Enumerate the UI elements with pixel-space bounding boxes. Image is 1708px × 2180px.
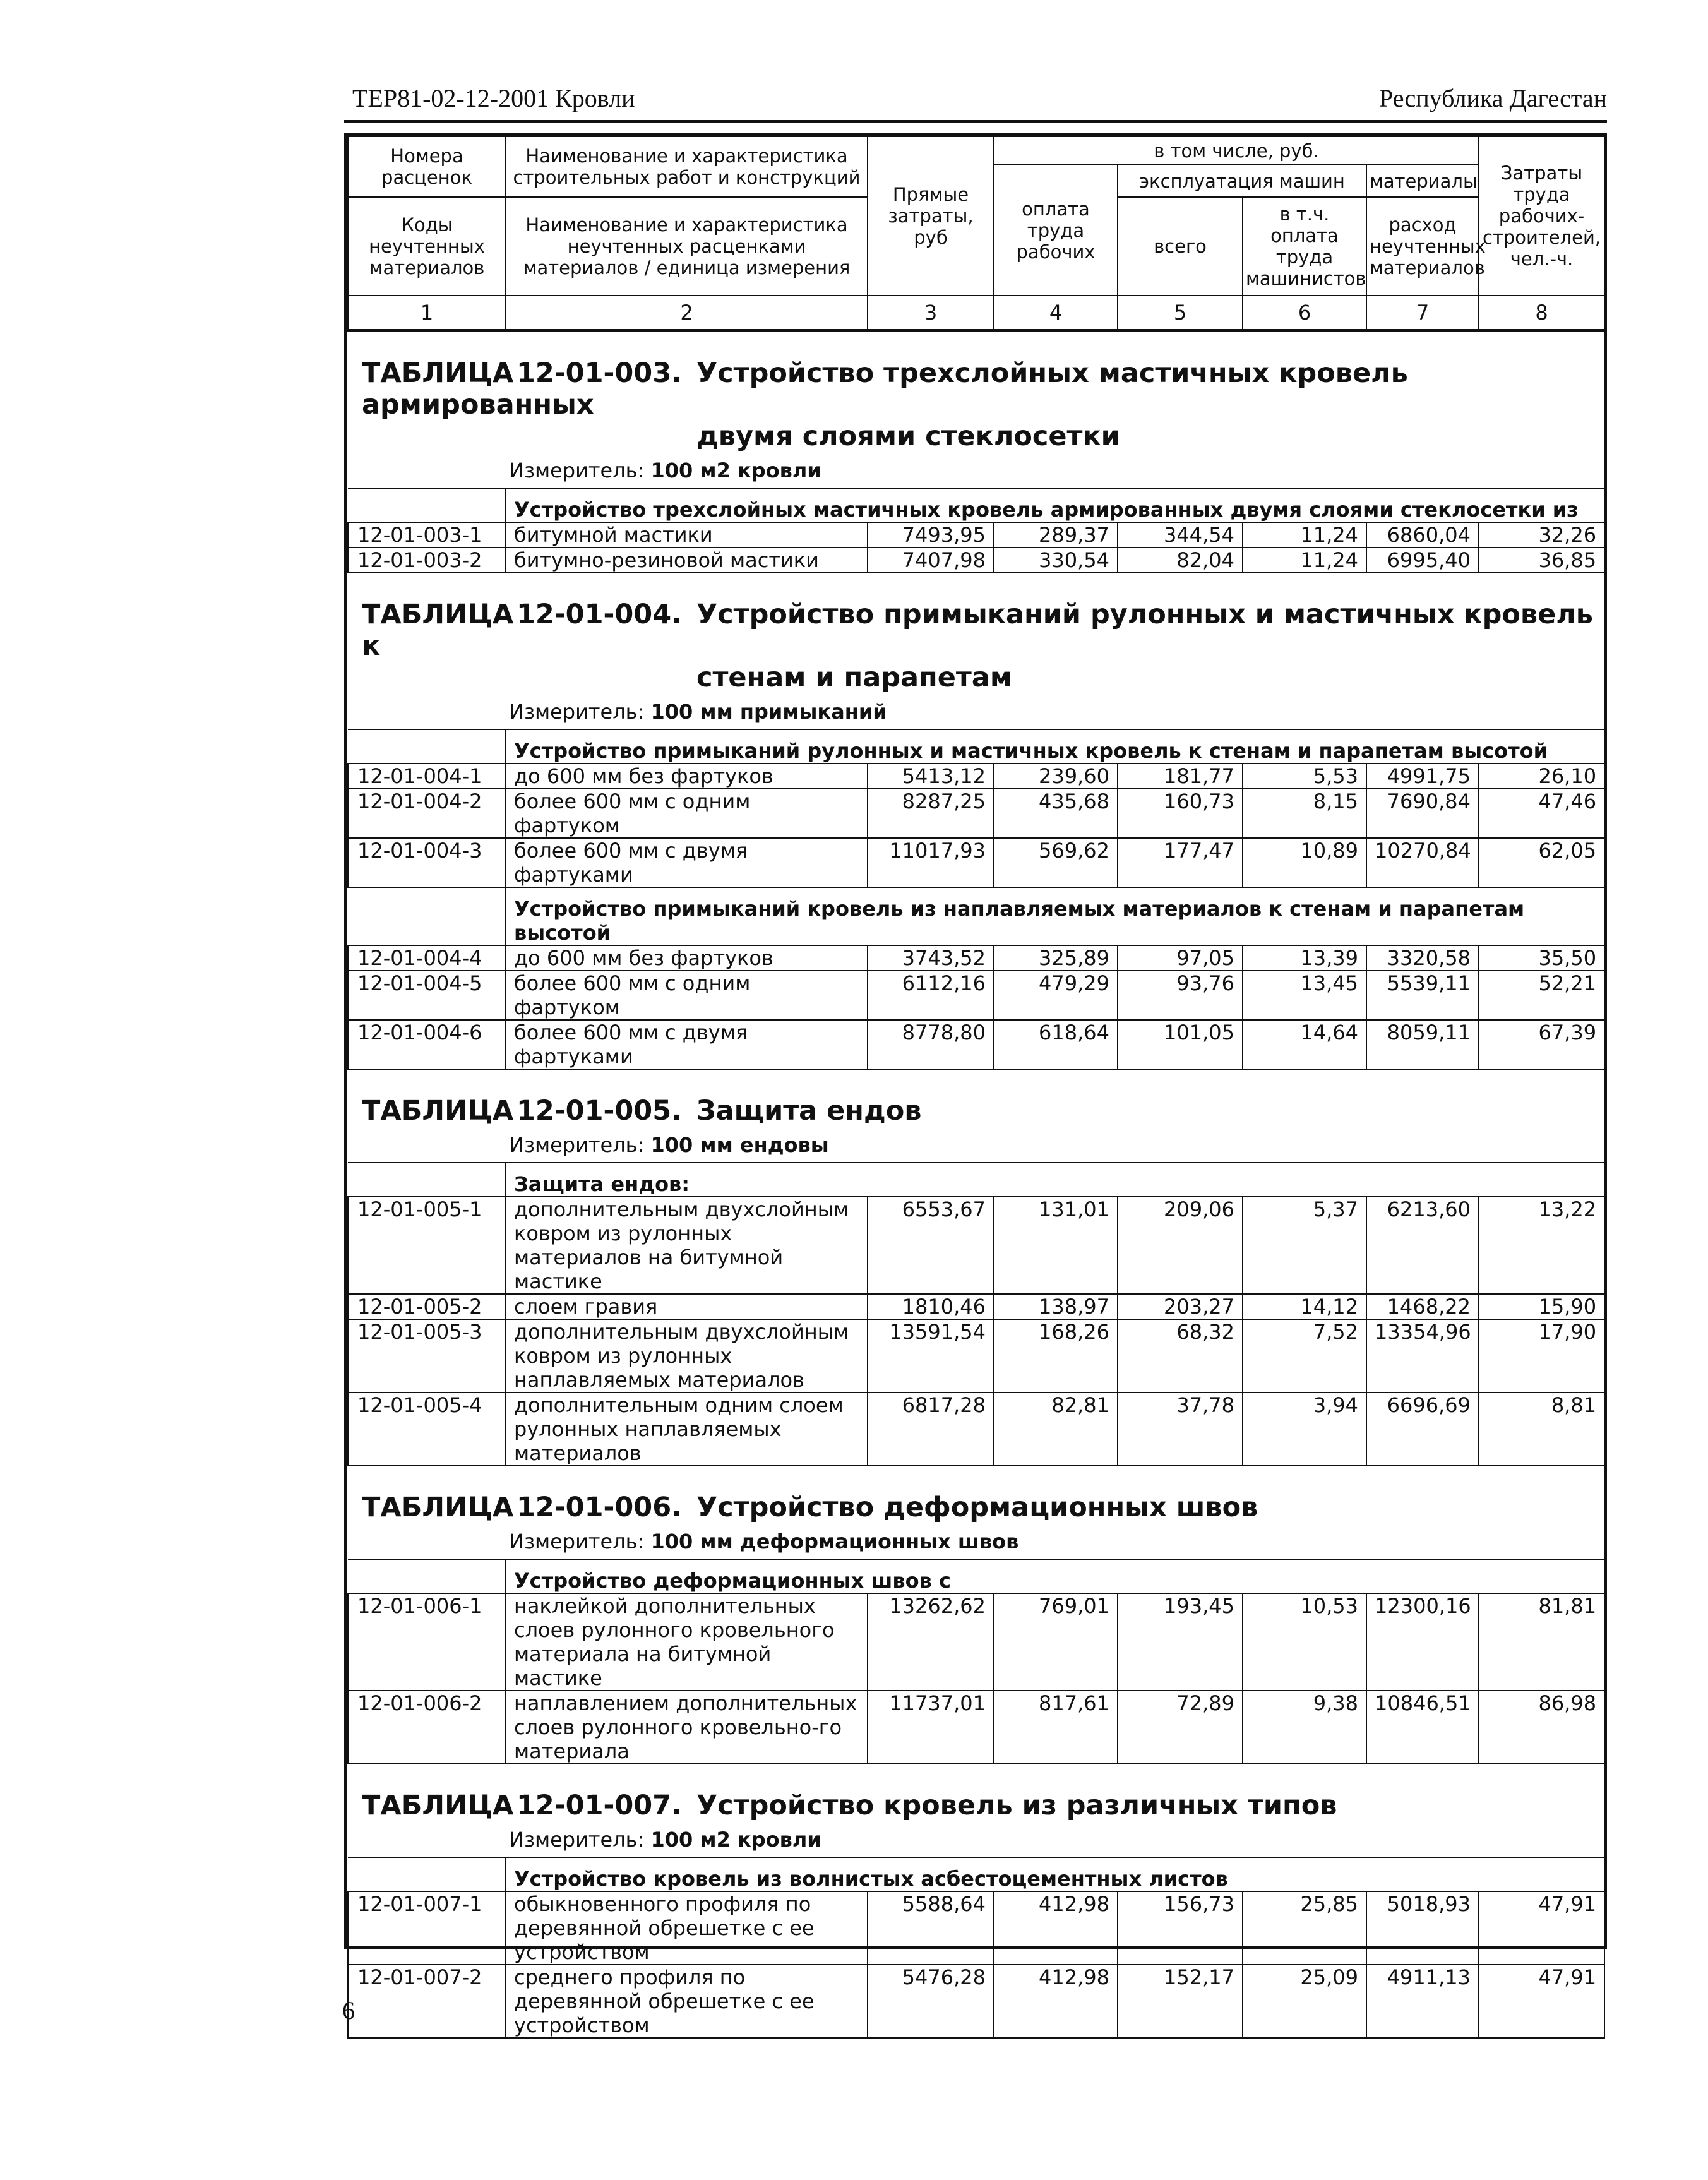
group-title-row <box>348 887 1604 945</box>
wages-cell: 131,01 <box>994 1197 1118 1294</box>
table-code: 12-01-007. <box>517 1790 682 1821</box>
col-header-materials: материалы <box>1366 165 1479 197</box>
operator-wages-cell: 13,45 <box>1243 971 1366 1020</box>
materials-cell: 5018,93 <box>1366 1891 1479 1965</box>
labor-hours-cell: 36,85 <box>1479 548 1604 573</box>
col-header-material-name: Наименование и характеристика неучтенных расценками материалов / единица измерения <box>506 197 868 296</box>
table-title-continued: двумя слоями стеклосетки <box>696 421 1120 452</box>
col-number: 4 <box>994 296 1118 331</box>
table-section-title-row <box>348 1069 1604 1127</box>
rate-code-cell: 12-01-004-4 <box>348 945 506 971</box>
work-name-cell: среднего профиля по деревянной обрешетке с ее устройством <box>506 1965 868 2038</box>
rate-code-cell: 12-01-004-2 <box>348 789 506 838</box>
col-header-operator-wages: в т.ч. оплата труда машинистов <box>1243 197 1366 296</box>
table-title: Устройство деформационных швов <box>696 1492 1258 1523</box>
operator-wages-cell: 10,53 <box>1243 1593 1366 1691</box>
table-title: Защита ендов <box>696 1095 922 1127</box>
unit-label: Измеритель: <box>509 1133 645 1157</box>
materials-cell: 10846,51 <box>1366 1691 1479 1764</box>
table-unit <box>348 1523 1604 1559</box>
col-number: 8 <box>1479 296 1604 331</box>
table-row <box>348 1294 1604 1319</box>
operator-wages-cell: 5,37 <box>1243 1197 1366 1294</box>
direct-costs-cell: 7407,98 <box>868 548 994 573</box>
col-header-labor-hours: Затраты труда рабочих-строителей, чел.-ч. <box>1479 136 1604 296</box>
table-section-title-row <box>348 1466 1604 1523</box>
wages-cell: 289,37 <box>994 522 1118 548</box>
document-header-title: ТЕР81-02-12-2001 Кровли <box>352 84 635 112</box>
wages-cell: 769,01 <box>994 1593 1118 1691</box>
direct-costs-cell: 8778,80 <box>868 1020 994 1069</box>
labor-hours-cell: 47,46 <box>1479 789 1604 838</box>
rate-code-cell: 12-01-004-3 <box>348 838 506 887</box>
table-title: Устройство кровель из различных типов <box>696 1790 1337 1821</box>
rate-code-cell: 12-01-005-1 <box>348 1197 506 1294</box>
wages-cell: 325,89 <box>994 945 1118 971</box>
table-label: ТАБЛИЦА <box>362 1790 514 1821</box>
col-header-material-codes: Коды неучтенных материалов <box>348 197 506 296</box>
table-unit <box>348 693 1604 729</box>
unit-value: 100 м2 кровли <box>650 458 821 482</box>
col-header-work-name: Наименование и характеристика строительных работ и конструкций <box>506 136 868 197</box>
table-unit-row <box>348 1127 1604 1163</box>
materials-cell: 4991,75 <box>1366 764 1479 789</box>
operator-wages-cell: 13,39 <box>1243 945 1366 971</box>
table-section-title-row <box>348 1764 1604 1821</box>
labor-hours-cell: 47,91 <box>1479 1965 1604 2038</box>
work-name-cell: наплавлением дополнительных слоев рулонного кровельно-го материала <box>506 1691 868 1764</box>
page-number: 6 <box>342 1996 355 2025</box>
direct-costs-cell: 5476,28 <box>868 1965 994 2038</box>
rate-code-cell: 12-01-004-5 <box>348 971 506 1020</box>
rate-code-cell: 12-01-006-2 <box>348 1691 506 1764</box>
unit-label: Измеритель: <box>509 1530 645 1554</box>
table-unit <box>348 1127 1604 1163</box>
work-name-cell: наклейкой дополнительных слоев рулонного кровельного материала на битумной мастике <box>506 1593 868 1691</box>
document-header-region: Республика Дагестан <box>1379 84 1607 112</box>
table-code: 12-01-006. <box>517 1492 682 1523</box>
group-title: Устройство кровель из волнистых асбестоцементных листов <box>506 1857 1604 1891</box>
group-spacer <box>348 729 506 764</box>
table-label: ТАБЛИЦА <box>362 1095 514 1127</box>
table-section-title <box>348 573 1604 693</box>
wages-cell: 435,68 <box>994 789 1118 838</box>
table-row <box>348 971 1604 1020</box>
table-row <box>348 1319 1604 1392</box>
column-header-table <box>347 136 1605 332</box>
table-title-continued: стенам и парапетам <box>696 662 1013 693</box>
labor-hours-cell: 26,10 <box>1479 764 1604 789</box>
table-code: 12-01-003. <box>517 357 682 389</box>
table-unit <box>348 452 1604 488</box>
table-row <box>348 1197 1604 1294</box>
group-title: Устройство примыканий рулонных и мастичных кровель к стенам и парапетам высотой <box>506 729 1604 764</box>
materials-cell: 4911,13 <box>1366 1965 1479 2038</box>
labor-hours-cell: 86,98 <box>1479 1691 1604 1764</box>
col-number: 1 <box>348 296 506 331</box>
table-section-title <box>348 1764 1604 1821</box>
unit-label: Измеритель: <box>509 1828 645 1852</box>
materials-cell: 12300,16 <box>1366 1593 1479 1691</box>
work-name-cell: до 600 мм без фартуков <box>506 764 868 789</box>
direct-costs-cell: 8287,25 <box>868 789 994 838</box>
operator-wages-cell: 10,89 <box>1243 838 1366 887</box>
rate-code-cell: 12-01-004-1 <box>348 764 506 789</box>
group-title-row <box>348 1559 1604 1593</box>
operator-wages-cell: 3,94 <box>1243 1392 1366 1466</box>
table-unit-row <box>348 1523 1604 1559</box>
table-row <box>348 1691 1604 1764</box>
operator-wages-cell: 14,64 <box>1243 1020 1366 1069</box>
wages-cell: 569,62 <box>994 838 1118 887</box>
rate-code-cell: 12-01-007-1 <box>348 1891 506 1965</box>
unit-label: Измеритель: <box>509 458 645 482</box>
machines-total-cell: 68,32 <box>1118 1319 1243 1392</box>
table-section-title <box>348 1466 1604 1523</box>
table-title: Устройство примыканий рулонных и мастичных кровель к <box>362 599 1593 662</box>
direct-costs-cell: 7493,95 <box>868 522 994 548</box>
direct-costs-cell: 1810,46 <box>868 1294 994 1319</box>
machines-total-cell: 160,73 <box>1118 789 1243 838</box>
direct-costs-cell: 6817,28 <box>868 1392 994 1466</box>
work-name-cell: обыкновенного профиля по деревянной обрешетке с ее устройством <box>506 1891 868 1965</box>
wages-cell: 412,98 <box>994 1965 1118 2038</box>
work-name-cell: дополнительным одним слоем рулонных наплавляемых материалов <box>506 1392 868 1466</box>
operator-wages-cell: 11,24 <box>1243 548 1366 573</box>
direct-costs-cell: 5413,12 <box>868 764 994 789</box>
direct-costs-cell: 11017,93 <box>868 838 994 887</box>
direct-costs-cell: 5588,64 <box>868 1891 994 1965</box>
table-label: ТАБЛИЦА <box>362 357 514 389</box>
table-code: 12-01-004. <box>517 599 682 630</box>
operator-wages-cell: 5,53 <box>1243 764 1366 789</box>
work-name-cell: более 600 мм с двумя фартуками <box>506 838 868 887</box>
group-spacer <box>348 488 506 522</box>
col-header-machines-total: всего <box>1118 197 1243 296</box>
table-row <box>348 1891 1604 1965</box>
wages-cell: 138,97 <box>994 1294 1118 1319</box>
rate-code-cell: 12-01-003-2 <box>348 548 506 573</box>
work-name-cell: до 600 мм без фартуков <box>506 945 868 971</box>
materials-cell: 6860,04 <box>1366 522 1479 548</box>
unit-value: 100 мм деформационных швов <box>650 1530 1019 1554</box>
table-row <box>348 838 1604 887</box>
table-section-title-row <box>348 573 1604 693</box>
labor-hours-cell: 13,22 <box>1479 1197 1604 1294</box>
operator-wages-cell: 25,09 <box>1243 1965 1366 2038</box>
table-row <box>348 522 1604 548</box>
materials-cell: 10270,84 <box>1366 838 1479 887</box>
labor-hours-cell: 47,91 <box>1479 1891 1604 1965</box>
machines-total-cell: 209,06 <box>1118 1197 1243 1294</box>
group-title: Устройство примыканий кровель из наплавляемых материалов к стенам и парапетам высотой <box>506 887 1604 945</box>
wages-cell: 82,81 <box>994 1392 1118 1466</box>
unit-value: 100 мм ендовы <box>650 1133 829 1157</box>
group-title: Защита ендов: <box>506 1163 1604 1197</box>
materials-cell: 13354,96 <box>1366 1319 1479 1392</box>
machines-total-cell: 344,54 <box>1118 522 1243 548</box>
group-spacer <box>348 1163 506 1197</box>
work-name-cell: битумной мастики <box>506 522 868 548</box>
direct-costs-cell: 3743,52 <box>868 945 994 971</box>
machines-total-cell: 97,05 <box>1118 945 1243 971</box>
col-header-including: в том числе, руб. <box>994 136 1479 165</box>
work-name-cell: более 600 мм с двумя фартуками <box>506 1020 868 1069</box>
wages-cell: 168,26 <box>994 1319 1118 1392</box>
machines-total-cell: 203,27 <box>1118 1294 1243 1319</box>
work-name-cell: дополнительным двухслойным ковром из рулонных наплавляемых материалов <box>506 1319 868 1392</box>
operator-wages-cell: 14,12 <box>1243 1294 1366 1319</box>
work-name-cell: дополнительным двухслойным ковром из рулонных материалов на битумной мастике <box>506 1197 868 1294</box>
col-number: 7 <box>1366 296 1479 331</box>
table-code: 12-01-005. <box>517 1095 682 1127</box>
wages-cell: 412,98 <box>994 1891 1118 1965</box>
col-number: 5 <box>1118 296 1243 331</box>
labor-hours-cell: 32,26 <box>1479 522 1604 548</box>
rate-code-cell: 12-01-007-2 <box>348 1965 506 2038</box>
work-name-cell: битумно-резиновой мастики <box>506 548 868 573</box>
labor-hours-cell: 15,90 <box>1479 1294 1604 1319</box>
table-row <box>348 1020 1604 1069</box>
group-title-row <box>348 1857 1604 1891</box>
col-header-codes: Номера расценок <box>348 136 506 197</box>
table-section-title-row <box>348 332 1604 452</box>
table-unit-row <box>348 693 1604 729</box>
table-section-title <box>348 1069 1604 1127</box>
operator-wages-cell: 25,85 <box>1243 1891 1366 1965</box>
machines-total-cell: 152,17 <box>1118 1965 1243 2038</box>
col-number: 6 <box>1243 296 1366 331</box>
direct-costs-cell: 6553,67 <box>868 1197 994 1294</box>
table-row <box>348 1392 1604 1466</box>
table-row <box>348 945 1604 971</box>
group-title-row <box>348 1163 1604 1197</box>
direct-costs-cell: 6112,16 <box>868 971 994 1020</box>
labor-hours-cell: 52,21 <box>1479 971 1604 1020</box>
wages-cell: 239,60 <box>994 764 1118 789</box>
price-body-table <box>347 332 1605 2039</box>
col-header-machines: эксплуатация машин <box>1118 165 1366 197</box>
table-row <box>348 789 1604 838</box>
work-name-cell: более 600 мм с одним фартуком <box>506 971 868 1020</box>
col-header-material-usage: расход неучтенных материалов <box>1366 197 1479 296</box>
rate-code-cell: 12-01-006-1 <box>348 1593 506 1691</box>
unit-value: 100 м2 кровли <box>650 1828 821 1852</box>
machines-total-cell: 93,76 <box>1118 971 1243 1020</box>
materials-cell: 1468,22 <box>1366 1294 1479 1319</box>
labor-hours-cell: 35,50 <box>1479 945 1604 971</box>
direct-costs-cell: 13591,54 <box>868 1319 994 1392</box>
group-spacer <box>348 1559 506 1593</box>
labor-hours-cell: 67,39 <box>1479 1020 1604 1069</box>
labor-hours-cell: 81,81 <box>1479 1593 1604 1691</box>
machines-total-cell: 37,78 <box>1118 1392 1243 1466</box>
group-title-row <box>348 488 1604 522</box>
group-spacer <box>348 1857 506 1891</box>
machines-total-cell: 177,47 <box>1118 838 1243 887</box>
wages-cell: 817,61 <box>994 1691 1118 1764</box>
unit-value: 100 мм примыканий <box>650 700 887 724</box>
machines-total-cell: 101,05 <box>1118 1020 1243 1069</box>
machines-total-cell: 193,45 <box>1118 1593 1243 1691</box>
machines-total-cell: 72,89 <box>1118 1691 1243 1764</box>
direct-costs-cell: 11737,01 <box>868 1691 994 1764</box>
materials-cell: 6696,69 <box>1366 1392 1479 1466</box>
col-number: 2 <box>506 296 868 331</box>
materials-cell: 5539,11 <box>1366 971 1479 1020</box>
table-unit <box>348 1821 1604 1857</box>
labor-hours-cell: 17,90 <box>1479 1319 1604 1392</box>
rate-code-cell: 12-01-004-6 <box>348 1020 506 1069</box>
wages-cell: 330,54 <box>994 548 1118 573</box>
header-rule <box>344 120 1607 123</box>
col-number: 3 <box>868 296 994 331</box>
group-spacer <box>348 887 506 945</box>
labor-hours-cell: 8,81 <box>1479 1392 1604 1466</box>
unit-label: Измеритель: <box>509 700 645 724</box>
table-row <box>348 1965 1604 2038</box>
machines-total-cell: 181,77 <box>1118 764 1243 789</box>
operator-wages-cell: 11,24 <box>1243 522 1366 548</box>
price-sheet <box>344 133 1607 2037</box>
direct-costs-cell: 13262,62 <box>868 1593 994 1691</box>
wages-cell: 479,29 <box>994 971 1118 1020</box>
table-row <box>348 764 1604 789</box>
work-name-cell: более 600 мм с одним фартуком <box>506 789 868 838</box>
materials-cell: 8059,11 <box>1366 1020 1479 1069</box>
wages-cell: 618,64 <box>994 1020 1118 1069</box>
group-title-row <box>348 729 1604 764</box>
table-section-title <box>348 332 1604 452</box>
materials-cell: 3320,58 <box>1366 945 1479 971</box>
rate-code-cell: 12-01-005-3 <box>348 1319 506 1392</box>
materials-cell: 6995,40 <box>1366 548 1479 573</box>
labor-hours-cell: 62,05 <box>1479 838 1604 887</box>
col-header-wages: оплата труда рабочих <box>994 165 1118 296</box>
machines-total-cell: 156,73 <box>1118 1891 1243 1965</box>
table-label: ТАБЛИЦА <box>362 1492 514 1523</box>
col-header-direct-costs: Прямые затраты, руб <box>868 136 994 296</box>
rate-code-cell: 12-01-005-2 <box>348 1294 506 1319</box>
table-label: ТАБЛИЦА <box>362 599 514 630</box>
work-name-cell: слоем гравия <box>506 1294 868 1319</box>
operator-wages-cell: 9,38 <box>1243 1691 1366 1764</box>
machines-total-cell: 82,04 <box>1118 548 1243 573</box>
group-title: Устройство трехслойных мастичных кровель армированных двумя слоями стеклосетки из <box>506 488 1604 522</box>
table-unit-row <box>348 452 1604 488</box>
table-title: Устройство трехслойных мастичных кровель армированных <box>362 357 1408 421</box>
group-title: Устройство деформационных швов с <box>506 1559 1604 1593</box>
materials-cell: 6213,60 <box>1366 1197 1479 1294</box>
operator-wages-cell: 8,15 <box>1243 789 1366 838</box>
operator-wages-cell: 7,52 <box>1243 1319 1366 1392</box>
table-row <box>348 1593 1604 1691</box>
table-row <box>348 548 1604 573</box>
materials-cell: 7690,84 <box>1366 789 1479 838</box>
table-unit-row <box>348 1821 1604 1857</box>
rate-code-cell: 12-01-003-1 <box>348 522 506 548</box>
rate-code-cell: 12-01-005-4 <box>348 1392 506 1466</box>
